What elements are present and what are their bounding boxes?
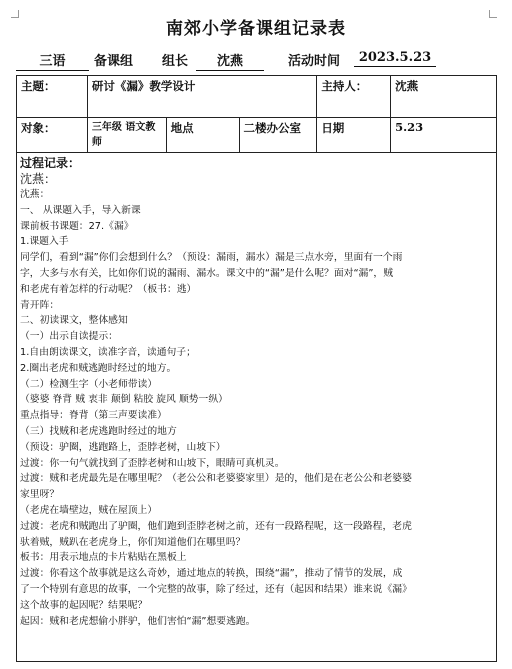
topic-row [17, 76, 497, 118]
document-title: 南郊小学备课组记录表 [166, 19, 346, 39]
subject-field: 三语 [16, 50, 89, 71]
record-line: （婆婆 脊背 贼 衷非 颠倒 粘胶 旋风 顺势一纵） [20, 394, 228, 406]
audience-row [17, 118, 497, 153]
record-line: 起因：贼和老虎想偷小胖驴，他们害怕“漏”想要逃跑。 [20, 615, 256, 627]
record-line: 和老虎有着怎样的行动呢？（板书：逃） [20, 283, 197, 295]
date-label: 日期 [317, 118, 391, 153]
record-line: （三）找贼和老虎逃跑时经过的地方 [20, 425, 177, 437]
host-label: 主持人： [317, 76, 391, 118]
group-label: 备课组 [94, 54, 134, 69]
process-record [16, 153, 497, 662]
place-label: 地点 [166, 118, 239, 153]
info-line [16, 50, 506, 70]
record-line: 二、初读课文，整体感知 [20, 315, 128, 327]
record-speaker: 沈燕： [20, 172, 57, 186]
record-line: （一）出示自读提示： [20, 331, 118, 343]
record-line: 同学们，看到“漏”你们会想到什么？（预设：漏雨，漏水）漏是三点水旁，里面有一个雨 [20, 252, 403, 264]
record-line: 字，大多与水有关，比如你们说的漏雨、漏水。课文中的“漏”是什么呢？面对“漏”，贼 [20, 267, 393, 279]
record-line: 过渡：老虎和贼跑出了驴圈，他们跑到歪脖老树之前，还有一段路程呢，这一段路程，老虎 [20, 520, 412, 532]
date-value: 5.23 [391, 118, 497, 153]
record-line: 沈燕： [20, 189, 50, 200]
leader-label: 组长 [162, 54, 189, 69]
record-line: 一、 从课题入手，导入新课 [20, 204, 141, 216]
host-value: 沈燕 [391, 76, 497, 118]
record-line: 过渡：贼和老虎最先是在哪里呢？（老公公和老婆婆家里）是的，他们是在老公公和老婆婆 [20, 473, 412, 485]
record-line: 驮着贼，贼趴在老虎身上，你们知道他们在哪里吗？ [20, 536, 246, 548]
record-line: 1.课题入手 [20, 236, 69, 248]
record-line: 过渡：你看这个故事就是这么奇妙，通过地点的转换，围绕“漏”，推动了情节的发展，成 [20, 568, 403, 580]
time-label: 活动时间 [288, 54, 341, 69]
record-line: 1.自由朗读课文，读准字音，读通句子； [20, 346, 196, 358]
record-line: 过渡：你一句气就找到了歪脖老树和山坡下，眼睛可真机灵。 [20, 457, 285, 469]
place-value: 二楼办公室 [239, 118, 317, 153]
topic-value: 研讨《漏》教学设计 [87, 76, 316, 118]
record-lines [20, 187, 493, 629]
record-line: （二）检测生字（小老师带读） [20, 378, 158, 390]
record-line: 这个故事的起因呢？结果呢？ [20, 599, 148, 611]
record-line: 重点指导：脊背（第三声要读准） [20, 410, 167, 422]
record-line: 课前板书课题：27.《漏》 [20, 220, 134, 232]
record-line: （预设：驴圈，逃跑路上，歪脖老树，山坡下） [20, 441, 226, 453]
date-field: 2023.5.23 [354, 50, 436, 67]
audience-label: 对象： [17, 118, 88, 153]
record-line: （老虎在墙壁边，贼在屋顶上） [20, 504, 158, 516]
record-line: 板书：用表示地点的卡片粘贴在黑板上 [20, 552, 187, 564]
topic-label: 主题： [17, 76, 88, 118]
leader-field: 沈燕 [196, 50, 264, 71]
record-heading: 过程记录： [20, 156, 81, 170]
record-line: 青开阵： [20, 299, 60, 311]
audience-value: 三年级 语文教师 [87, 118, 166, 153]
record-line: 家里呀？ [20, 489, 60, 501]
meta-table [16, 75, 497, 153]
record-line: 2.圈出老虎和贼逃跑时经过的地方。 [20, 362, 177, 374]
record-line: 了一个特别有意思的故事，一个完整的故事，除了经过，还有（起因和结果）谁来说《漏》 [20, 583, 412, 595]
